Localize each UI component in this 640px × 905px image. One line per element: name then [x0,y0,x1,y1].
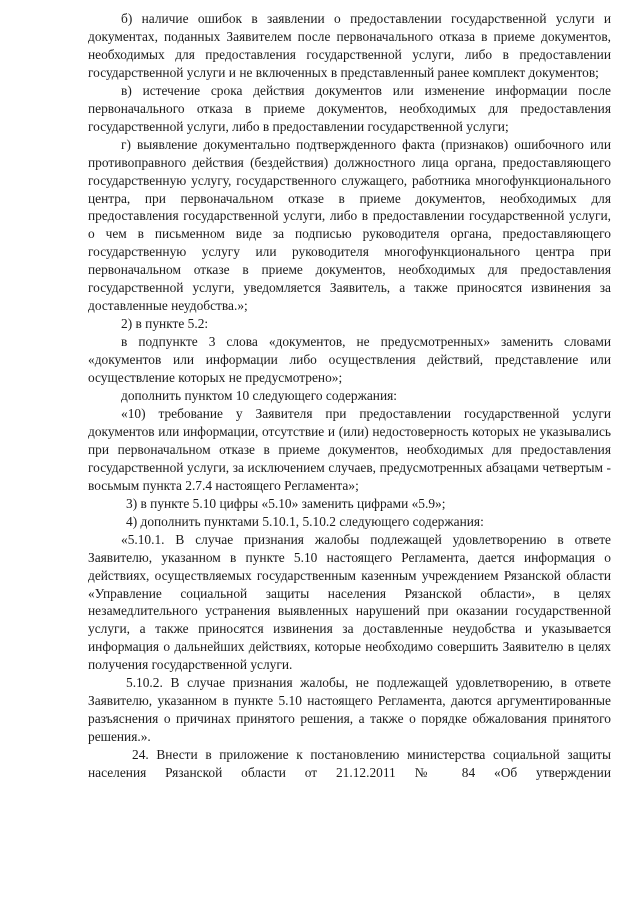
paragraph-b-errors-in-application: б) наличие ошибок в заявлении о предоставлении государственной услуги и документах, поданных Заявителем после первоначального отказа в приеме документов, необходимых для предоставления государственной услуги, либо в предоставлении государственной услуги и не включенных в представленный ранее комплект документов; [88,11,611,80]
paragraph-item-2-point-5-2: 2) в пункте 5.2: [121,316,209,332]
paragraph-subitem-3-replacement: в подпункте 3 слова «документов, не предусмотренных» заменить словами «документов или информации либо осуществления действий, представление или осуществление которых не предусмотрено»; [88,334,611,386]
paragraph-v-document-expiry: в) истечение срока действия документов или изменение информации после первоначального отказа в приеме документов, необходимых для предоставления государственной услуги, либо в предоставлении государственной услуги; [88,82,611,134]
paragraph-point-5-10-2: 5.10.2. В случае признания жалобы, не подлежащей удовлетворению, в ответе Заявителю, указанном в пункте 5.10 настоящего Регламента, даются аргументированные разъяснения о причинах принятого решения, а также о порядке обжалования принятого решения.». [88,675,611,745]
paragraph-point-5-10-1: «5.10.1. В случае признания жалобы подлежащей удовлетворению в ответе Заявителю, указанном в пункте 5.10 настоящего Регламента, дается информация о действиях, осуществляемых государственным казенным учреждением Рязанской области «Управление социальной защиты населения Рязанской области», в целях незамедлительного устранения выявленных нарушений при оказании государственной услуги, а также приносятся извинения за доставленные неудобства и указывается информация о дальнейших действиях, которые необходимо совершить Заявителю в целях получения государственной услуги. [88,531,611,673]
paragraph-item-24: 24. Внести в приложение к постановлению министерства социальной защиты населения Рязанской области от 21.12.2011 № 84 «Об утверждении [88,747,611,781]
paragraph-item-10-text: «10) требование у Заявителя при предоставлении государственной услуги документов или информации, отсутствие и (или) недостоверность которых не указывались при первоначальном отказе в приеме документов, необходимых для предоставления государственной услуги, за исключением случаев, предусмотренных абзацами четвертым - восьмым пункта 2.7.4 настоящего Регламента»; [88,405,611,493]
paragraph-g-erroneous-action: г) выявление документально подтвержденного факта (признаков) ошибочного или противоправного действия (бездействия) должностного лица органа, предоставляющего государственную услугу, государственного служащего, работника многофункционального центра, при первоначальном отказе в приеме документов, необходимых для предоставления государственной услуги, либо в предоставлении государственной услуги, о чем в письменном виде за подписью руководителя органа, предоставляющего государственную услугу или руководителя многофункционального центра при первоначальном отказе в приеме документов, необходимых для предоставления государственной услуги, уведомляется Заявитель, а также приносятся извинения за доставленные неудобства.»; [88,136,611,314]
paragraph-add-item-10: дополнить пунктом 10 следующего содержания: [121,388,398,404]
paragraph-item-4-add-points: 4) дополнить пунктами 5.10.1, 5.10.2 следующего содержания: [126,513,484,529]
document-body [88,10,611,782]
paragraph-item-3-point-5-10: 3) в пункте 5.10 цифры «5.10» заменить цифрами «5.9»; [126,495,446,511]
